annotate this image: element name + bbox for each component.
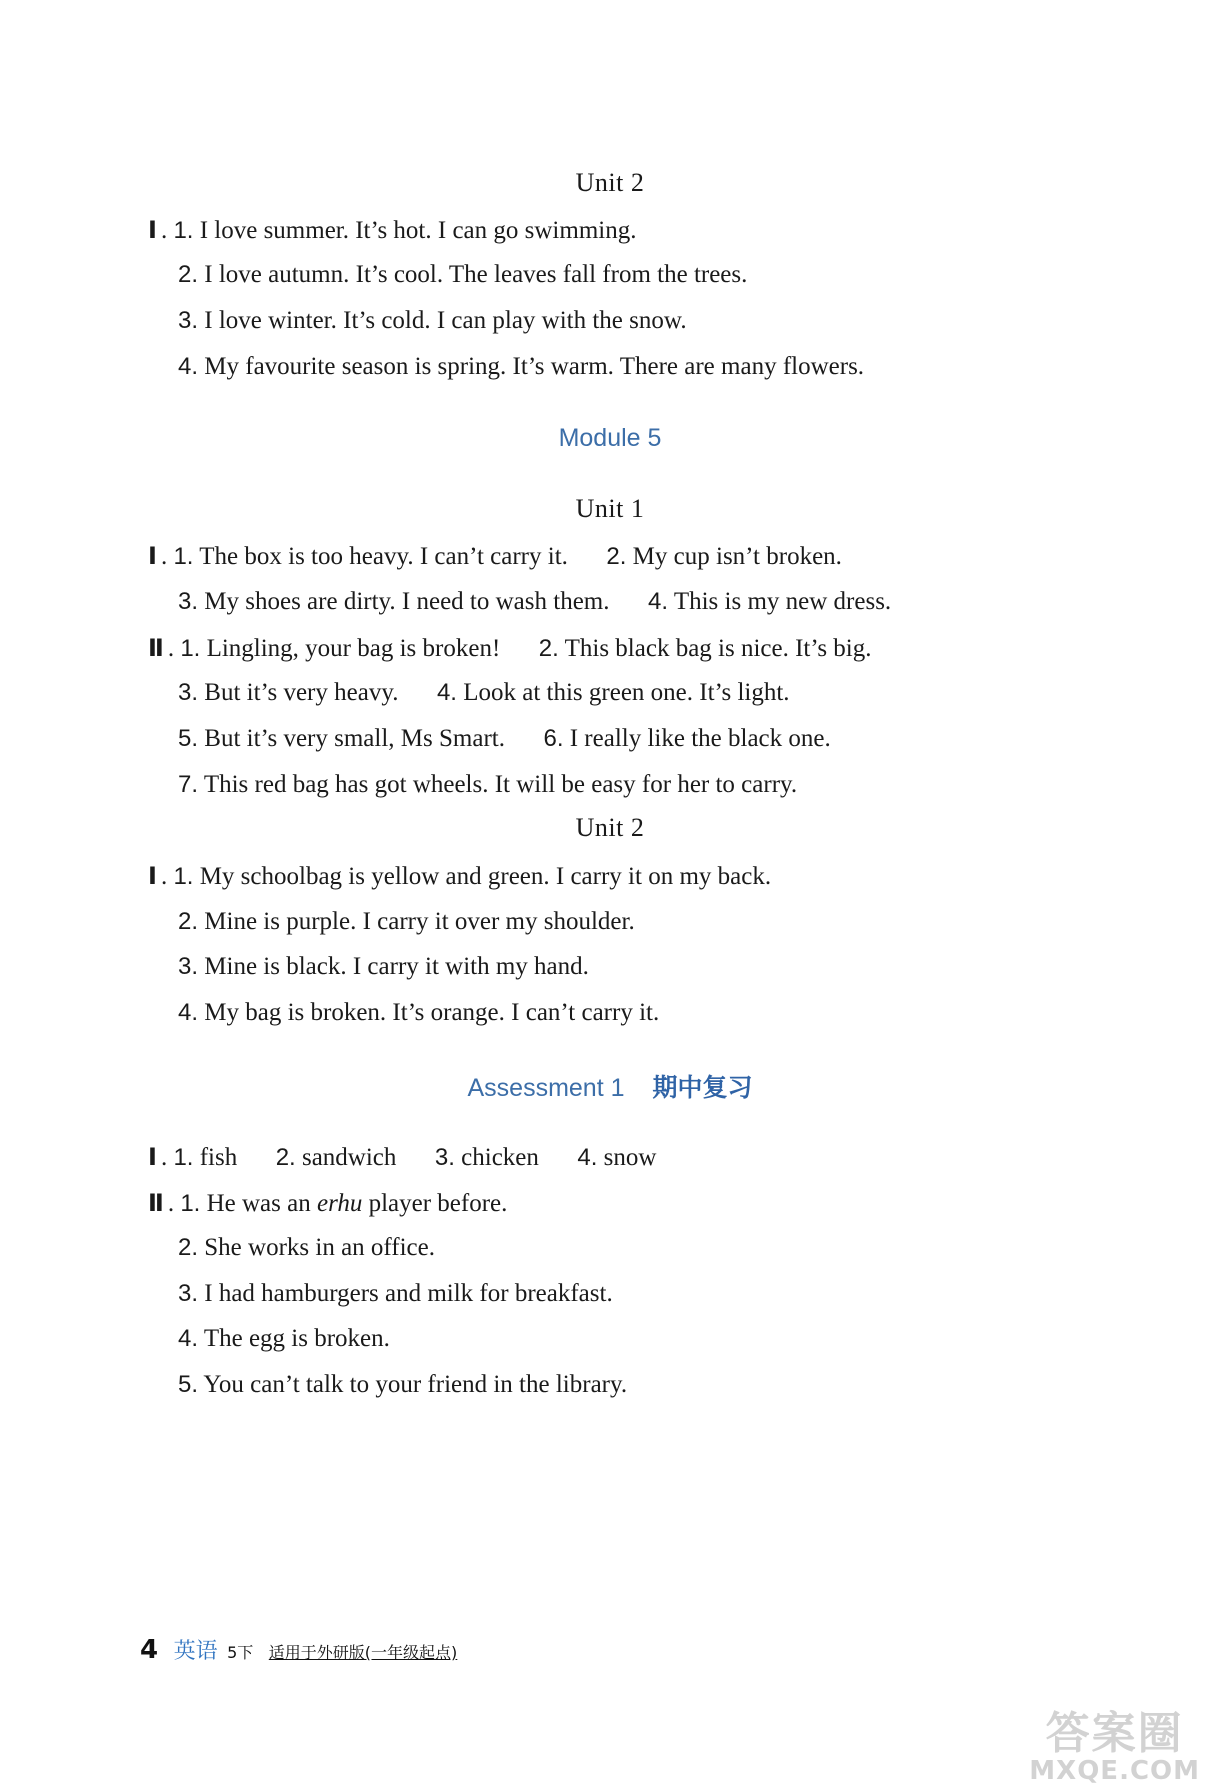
- answer-line: [148, 539, 842, 574]
- answer-text: My schoolbag is yellow and green. I carry it on my back.: [199, 863, 772, 890]
- answer-line: [148, 859, 771, 894]
- subject-label: 英语: [173, 1639, 218, 1664]
- page-number: 4: [140, 1635, 159, 1665]
- answer-line: [178, 1231, 435, 1265]
- item-number: 5.: [178, 1371, 199, 1398]
- answer-line: [178, 950, 589, 984]
- answer-line: [178, 258, 747, 292]
- answer-text: She works in an office.: [204, 1234, 436, 1261]
- roman-numeral: Ⅰ: [148, 542, 157, 570]
- answer-text: My favourite season is spring. It’s warm. There are many flowers.: [204, 353, 865, 380]
- assessment-heading: [0, 1068, 1220, 1104]
- answer-text: Lingling, your bag is broken!: [206, 635, 501, 662]
- answer-text: My bag is broken. It’s orange. I can’t carry it.: [204, 999, 660, 1026]
- item-number: 2.: [178, 1234, 199, 1261]
- watermark-en: MXQE.COM: [1029, 1756, 1200, 1786]
- item-number: 5.: [178, 725, 199, 752]
- answer-text: I had hamburgers and milk for breakfast.: [204, 1280, 613, 1307]
- item-number: 3.: [178, 679, 199, 706]
- roman-numeral: Ⅰ: [148, 216, 157, 244]
- answer-text: You can’t talk to your friend in the library.: [203, 1371, 628, 1398]
- item-number: 1.: [173, 543, 194, 570]
- answer-line: [178, 1368, 627, 1402]
- item-number: 1.: [173, 1144, 194, 1171]
- item-number: 1.: [173, 217, 194, 244]
- answer-text: My shoes are dirty. I need to wash them.: [204, 588, 610, 615]
- answer-text: But it’s very small, Ms Smart.: [204, 725, 505, 752]
- item-number: 7.: [178, 771, 199, 798]
- answer-text: The egg is broken.: [203, 1325, 390, 1352]
- answer-text: I love autumn. It’s cool. The leaves fall from the trees.: [204, 261, 748, 288]
- answer-line: [178, 350, 864, 384]
- answer-text: Mine is black. I carry it with my hand.: [204, 953, 589, 980]
- item-number: 1.: [173, 863, 194, 890]
- answer-line: [148, 1140, 656, 1175]
- separator: .: [160, 217, 168, 244]
- roman-numeral: Ⅱ: [148, 634, 164, 662]
- roman-numeral: Ⅱ: [148, 1189, 164, 1217]
- item-number: 2.: [275, 1144, 296, 1171]
- answer-text: This is my new dress.: [673, 588, 892, 615]
- item-number: 4.: [178, 1325, 199, 1352]
- answer-line: [178, 585, 891, 619]
- watermark-logo: [1029, 1708, 1200, 1786]
- answer-text: But it’s very heavy.: [204, 679, 399, 706]
- item-number: 3.: [178, 307, 199, 334]
- item-number: 3.: [178, 1280, 199, 1307]
- item-number: 4.: [178, 999, 199, 1026]
- item-number: 3.: [434, 1144, 455, 1171]
- answer-text: fish: [199, 1144, 238, 1171]
- page-footer: [140, 1634, 457, 1665]
- answer-text: player before.: [362, 1190, 508, 1217]
- item-number: 4.: [178, 353, 199, 380]
- answer-line: [148, 631, 872, 666]
- answer-text: The box is too heavy. I can’t carry it.: [199, 543, 568, 570]
- answer-line: [178, 304, 687, 338]
- item-number: 4.: [648, 588, 669, 615]
- answer-line: [178, 1322, 390, 1356]
- grade-label: 5下: [227, 1643, 254, 1662]
- answer-text: I really like the black one.: [569, 725, 831, 752]
- unit-heading: Unit 1: [575, 494, 645, 523]
- item-number: 2.: [178, 908, 199, 935]
- separator: .: [160, 1144, 168, 1171]
- answer-line: [178, 676, 790, 710]
- roman-numeral: Ⅰ: [148, 1143, 157, 1171]
- answer-line: [178, 905, 635, 939]
- answer-text: I love winter. It’s cold. I can play with the snow.: [204, 307, 687, 334]
- item-number: 4.: [436, 679, 457, 706]
- answer-text: I love summer. It’s hot. I can go swimming.: [199, 217, 637, 244]
- item-number: 6.: [543, 725, 564, 752]
- answer-line: [178, 996, 659, 1030]
- answer-text: This black bag is nice. It’s big.: [564, 635, 872, 662]
- assessment-title-en: Assessment 1: [467, 1074, 625, 1102]
- answer-text: sandwich: [301, 1144, 397, 1171]
- separator: .: [160, 543, 168, 570]
- item-number: 1.: [180, 635, 201, 662]
- item-number: 3.: [178, 953, 199, 980]
- answer-line: [148, 213, 636, 248]
- answer-line: [178, 768, 797, 802]
- unit-heading: Unit 2: [575, 168, 645, 197]
- edition-label: 适用于外研版(一年级起点): [268, 1643, 458, 1662]
- separator: .: [160, 863, 168, 890]
- unit-heading: Unit 2: [575, 813, 645, 842]
- separator: .: [167, 635, 175, 662]
- module-heading: Module 5: [558, 424, 662, 452]
- watermark-cn: 答案圈: [1045, 1708, 1184, 1759]
- answer-text: Look at this green one. It’s light.: [463, 679, 790, 706]
- assessment-title-cn: 期中复习: [652, 1073, 753, 1102]
- answer-text: He was an: [206, 1190, 317, 1217]
- item-number: 3.: [178, 588, 199, 615]
- answer-text: chicken: [461, 1144, 539, 1171]
- answer-text: My cup isn’t broken.: [632, 543, 842, 570]
- answer-text: Mine is purple. I carry it over my shoulder.: [204, 908, 635, 935]
- item-number: 1.: [180, 1190, 201, 1217]
- item-number: 2.: [538, 635, 559, 662]
- roman-numeral: Ⅰ: [148, 862, 157, 890]
- answer-line: [178, 722, 831, 756]
- answer-text: snow: [603, 1144, 657, 1171]
- item-number: 2.: [606, 543, 627, 570]
- answer-text-italic: erhu: [316, 1190, 363, 1217]
- separator: .: [167, 1190, 175, 1217]
- answer-text: This red bag has got wheels. It will be easy for her to carry.: [203, 771, 798, 798]
- item-number: 4.: [577, 1144, 598, 1171]
- answer-line: [148, 1186, 507, 1221]
- answer-line: [178, 1277, 613, 1311]
- item-number: 2.: [178, 261, 199, 288]
